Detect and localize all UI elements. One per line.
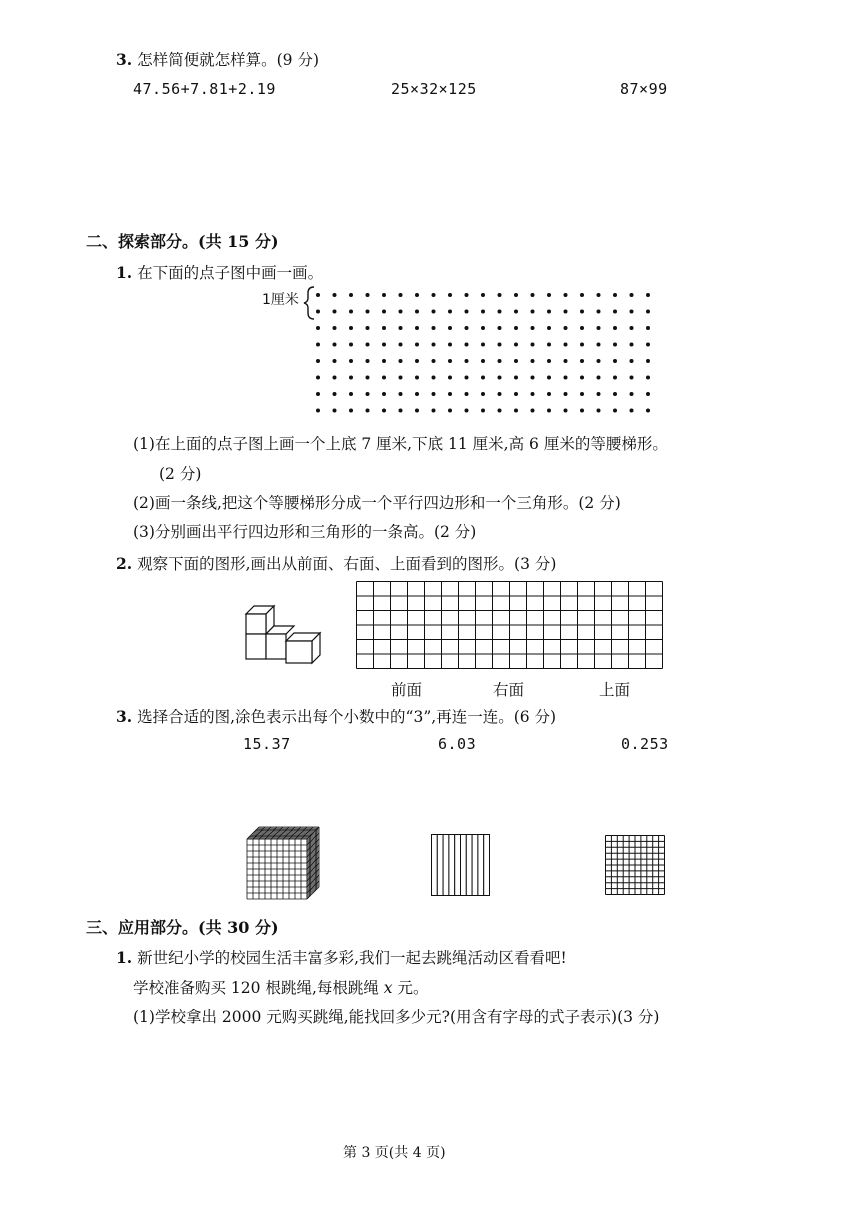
expression-3: 87×99 bbox=[620, 80, 668, 98]
s2-q2-title bbox=[116, 552, 556, 574]
grid-dot bbox=[564, 392, 568, 396]
s3-q1-number: 1. bbox=[116, 948, 133, 967]
grid-dot bbox=[316, 310, 320, 314]
grid-dot bbox=[415, 343, 419, 347]
grid-dot bbox=[564, 326, 568, 330]
view-drawing-grid[interactable] bbox=[356, 581, 664, 669]
grid-dot bbox=[613, 392, 617, 396]
grid-dot bbox=[349, 326, 353, 330]
s3-q1-line2-a: 学校准备购买 120 根跳绳,每根跳绳 bbox=[133, 979, 384, 997]
grid-dot bbox=[547, 343, 551, 347]
grid-dot bbox=[531, 343, 535, 347]
grid-dot bbox=[415, 310, 419, 314]
grid-dot bbox=[597, 343, 601, 347]
s2-q3-number: 3. bbox=[116, 707, 133, 726]
grid-dot bbox=[547, 359, 551, 363]
grid-dot bbox=[399, 343, 403, 347]
grid-dot bbox=[465, 392, 469, 396]
strip bbox=[449, 835, 455, 896]
grid-dot bbox=[646, 293, 650, 297]
grid-dot bbox=[481, 409, 485, 413]
grid-dot bbox=[349, 409, 353, 413]
grid-dot bbox=[432, 343, 436, 347]
grid-dot bbox=[432, 293, 436, 297]
grid-dot bbox=[613, 310, 617, 314]
strip bbox=[432, 835, 438, 896]
strip bbox=[466, 835, 472, 896]
grid-dot bbox=[366, 359, 370, 363]
grid-dot bbox=[481, 343, 485, 347]
grid-dot bbox=[531, 392, 535, 396]
expression-1: 47.56+7.81+2.19 bbox=[133, 80, 276, 98]
grid-dot bbox=[432, 359, 436, 363]
grid-dot bbox=[415, 376, 419, 380]
grid-dot bbox=[514, 376, 518, 380]
grid-dot bbox=[316, 392, 320, 396]
grid-dot bbox=[316, 293, 320, 297]
grid-dot bbox=[498, 293, 502, 297]
grid-dot bbox=[531, 293, 535, 297]
grid-dot bbox=[481, 326, 485, 330]
grid-dot bbox=[564, 376, 568, 380]
grid-dot bbox=[316, 409, 320, 413]
grid-dot bbox=[448, 326, 452, 330]
grid-dot bbox=[333, 343, 337, 347]
cube-stack-figure bbox=[244, 604, 324, 670]
strip bbox=[461, 835, 467, 896]
grid-dot bbox=[465, 359, 469, 363]
grid-dot bbox=[630, 409, 634, 413]
grid-dot bbox=[333, 310, 337, 314]
grid-dot bbox=[564, 343, 568, 347]
grid-dot bbox=[481, 310, 485, 314]
grid-dot bbox=[333, 409, 337, 413]
grid-dot bbox=[630, 376, 634, 380]
dot-grid[interactable] bbox=[316, 293, 648, 417]
grid-dot bbox=[646, 326, 650, 330]
grid-dot bbox=[613, 409, 617, 413]
grid-dot bbox=[399, 359, 403, 363]
grid-dot bbox=[448, 343, 452, 347]
grid-dot bbox=[415, 409, 419, 413]
view-label-right: 右面 bbox=[493, 681, 525, 699]
grid-dot bbox=[399, 326, 403, 330]
grid-dot bbox=[481, 359, 485, 363]
grid-dot bbox=[448, 359, 452, 363]
grid-dot bbox=[514, 293, 518, 297]
grid-dot bbox=[481, 293, 485, 297]
grid-dot bbox=[415, 359, 419, 363]
grid-dot bbox=[597, 376, 601, 380]
grid-dot bbox=[333, 326, 337, 330]
thousand-cube-figure[interactable] bbox=[246, 826, 324, 906]
grid-dot bbox=[366, 326, 370, 330]
grid-dot bbox=[564, 293, 568, 297]
grid-dot bbox=[613, 326, 617, 330]
grid-dot bbox=[564, 310, 568, 314]
s2-q1-sub1: (1)在上面的点子图上画一个上底 7 厘米,下底 11 厘米,高 6 厘米的等腰梯形。 bbox=[133, 435, 668, 453]
grid-dot bbox=[580, 392, 584, 396]
strip bbox=[437, 835, 443, 896]
grid-dot bbox=[597, 326, 601, 330]
variable-x: x bbox=[383, 979, 393, 997]
grid-dot bbox=[448, 376, 452, 380]
grid-dot bbox=[465, 409, 469, 413]
grid-dot bbox=[531, 359, 535, 363]
grid-dot bbox=[432, 409, 436, 413]
grid-dot bbox=[646, 359, 650, 363]
strip bbox=[478, 835, 484, 896]
page-number: 第 3 页(共 4 页) bbox=[343, 1145, 446, 1161]
grid-dot bbox=[613, 343, 617, 347]
grid-dot bbox=[646, 376, 650, 380]
section2-heading: 二、探索部分。(共 15 分) bbox=[86, 232, 279, 251]
grid-dot bbox=[580, 310, 584, 314]
s2-q1-sub2: (2)画一条线,把这个等腰梯形分成一个平行四边形和一个三角形。(2 分) bbox=[133, 494, 621, 512]
grid-dot bbox=[580, 343, 584, 347]
grid-dot bbox=[382, 310, 386, 314]
grid-dot bbox=[465, 326, 469, 330]
cube-grid-lines bbox=[247, 827, 319, 899]
grid-dot bbox=[498, 376, 502, 380]
grid-dot bbox=[448, 310, 452, 314]
grid-dot bbox=[366, 310, 370, 314]
grid-dot bbox=[349, 343, 353, 347]
grid-dot bbox=[498, 310, 502, 314]
grid-dot bbox=[630, 326, 634, 330]
grid-dot bbox=[316, 376, 320, 380]
grid-dot bbox=[399, 376, 403, 380]
grid-dot bbox=[415, 326, 419, 330]
grid-dot bbox=[646, 310, 650, 314]
s2-q3-title bbox=[116, 705, 556, 727]
q3-number: 3. bbox=[116, 50, 133, 69]
grid-dot bbox=[580, 359, 584, 363]
grid-dot bbox=[349, 359, 353, 363]
grid-dot bbox=[597, 409, 601, 413]
grid-dot bbox=[613, 359, 617, 363]
grid-dot bbox=[366, 376, 370, 380]
grid-dot bbox=[316, 359, 320, 363]
grid-dot bbox=[547, 310, 551, 314]
grid-dot bbox=[465, 343, 469, 347]
grid-dot bbox=[366, 409, 370, 413]
grid-dot bbox=[630, 343, 634, 347]
grid-dot bbox=[333, 392, 337, 396]
grid-dot bbox=[382, 392, 386, 396]
grid-dot bbox=[580, 293, 584, 297]
grid-dot bbox=[630, 392, 634, 396]
grid-dot bbox=[498, 359, 502, 363]
decimal-2: 6.03 bbox=[438, 735, 477, 753]
grid-dot bbox=[349, 293, 353, 297]
grid-dot bbox=[349, 376, 353, 380]
view-label-top: 上面 bbox=[599, 681, 631, 699]
grid-dot bbox=[531, 376, 535, 380]
grid-dot bbox=[399, 409, 403, 413]
s2-q1-number: 1. bbox=[116, 263, 133, 282]
grid-dot bbox=[316, 343, 320, 347]
section3-heading: 三、应用部分。(共 30 分) bbox=[86, 918, 279, 937]
grid-dot bbox=[597, 392, 601, 396]
grid-dot bbox=[646, 392, 650, 396]
s2-q1-text: 在下面的点子图中画一画。 bbox=[137, 264, 324, 282]
grid-dot bbox=[481, 392, 485, 396]
q3-text: 怎样简便就怎样算。(9 分) bbox=[137, 51, 320, 69]
grid-dot bbox=[465, 310, 469, 314]
grid-dot bbox=[382, 376, 386, 380]
grid-dot bbox=[399, 293, 403, 297]
s3-q1-title bbox=[116, 946, 567, 968]
expression-2: 25×32×125 bbox=[391, 80, 477, 98]
grid-dot bbox=[547, 326, 551, 330]
grid-dot bbox=[415, 293, 419, 297]
grid-dot bbox=[580, 409, 584, 413]
grid-dot bbox=[514, 343, 518, 347]
grid-dot bbox=[448, 409, 452, 413]
decimal-3: 0.253 bbox=[621, 735, 669, 753]
grid-dot bbox=[448, 392, 452, 396]
grid-dot bbox=[514, 326, 518, 330]
strip bbox=[472, 835, 478, 896]
view-label-front: 前面 bbox=[391, 681, 423, 699]
s2-q2-text: 观察下面的图形,画出从前面、右面、上面看到的图形。(3 分) bbox=[137, 555, 557, 573]
grid-dot bbox=[547, 293, 551, 297]
grid-dot bbox=[597, 310, 601, 314]
grid-dot bbox=[349, 392, 353, 396]
grid-dot bbox=[382, 343, 386, 347]
s3-q1-line2-b: 元。 bbox=[392, 979, 429, 997]
grid-dot bbox=[448, 293, 452, 297]
grid-dot bbox=[547, 376, 551, 380]
hundred-square-figure[interactable] bbox=[605, 835, 665, 895]
grid-dot bbox=[514, 409, 518, 413]
grid-dot bbox=[514, 310, 518, 314]
grid-dot bbox=[415, 392, 419, 396]
grid-dot bbox=[382, 359, 386, 363]
grid-dot bbox=[465, 293, 469, 297]
grid-dot bbox=[580, 376, 584, 380]
grid-dot bbox=[399, 310, 403, 314]
grid-dot bbox=[382, 293, 386, 297]
grid-dot bbox=[498, 343, 502, 347]
s3-q1-text: 新世纪小学的校园生活丰富多彩,我们一起去跳绳活动区看看吧! bbox=[137, 949, 567, 967]
grid-dot bbox=[432, 326, 436, 330]
grid-dot bbox=[630, 359, 634, 363]
grid-dot bbox=[547, 392, 551, 396]
grid-dot bbox=[432, 376, 436, 380]
grid-dot bbox=[382, 409, 386, 413]
s2-q1-title bbox=[116, 261, 323, 283]
grid-dot bbox=[646, 343, 650, 347]
strip bbox=[455, 835, 461, 896]
strip bbox=[443, 835, 449, 896]
grid-dot bbox=[432, 310, 436, 314]
grid-dot bbox=[564, 409, 568, 413]
grid-dot bbox=[432, 392, 436, 396]
s2-q3-text: 选择合适的图,涂色表示出每个小数中的“3”,再连一连。(6 分) bbox=[137, 708, 557, 726]
decimal-1: 15.37 bbox=[243, 735, 291, 753]
grid-dot bbox=[399, 392, 403, 396]
grid-dot bbox=[646, 409, 650, 413]
grid-dot bbox=[564, 359, 568, 363]
grid-dot bbox=[531, 326, 535, 330]
grid-dot bbox=[465, 376, 469, 380]
grid-dot bbox=[349, 310, 353, 314]
grid-dot bbox=[630, 310, 634, 314]
s2-q1-sub1-points: (2 分) bbox=[159, 465, 202, 483]
grid-dot bbox=[613, 293, 617, 297]
grid-dot bbox=[514, 359, 518, 363]
grid-dot bbox=[333, 376, 337, 380]
grid-dot bbox=[382, 326, 386, 330]
grid-dot bbox=[597, 293, 601, 297]
grid-dot bbox=[316, 326, 320, 330]
scale-label: 1厘米 bbox=[262, 292, 299, 308]
grid-dot bbox=[333, 359, 337, 363]
strip bbox=[484, 835, 490, 896]
grid-dot bbox=[613, 376, 617, 380]
q3-title bbox=[116, 48, 319, 70]
grid-dot bbox=[498, 392, 502, 396]
ten-strips-figure[interactable] bbox=[431, 834, 491, 896]
s2-q2-number: 2. bbox=[116, 554, 133, 573]
grid-dot bbox=[547, 409, 551, 413]
grid-dot bbox=[630, 293, 634, 297]
grid-dot bbox=[481, 376, 485, 380]
grid-dot bbox=[580, 326, 584, 330]
s2-q1-sub3: (3)分别画出平行四边形和三角形的一条高。(2 分) bbox=[133, 523, 477, 541]
grid-dot bbox=[597, 359, 601, 363]
grid-dot bbox=[514, 392, 518, 396]
grid-dot bbox=[531, 409, 535, 413]
grid-dot bbox=[333, 293, 337, 297]
grid-dot bbox=[366, 293, 370, 297]
grid-dot bbox=[531, 310, 535, 314]
grid-dot bbox=[498, 409, 502, 413]
s3-q1-sub1: (1)学校拿出 2000 元购买跳绳,能找回多少元?(用含有字母的式子表示)(3 分) bbox=[133, 1008, 660, 1026]
grid-dot bbox=[498, 326, 502, 330]
s3-q1-line2 bbox=[133, 976, 428, 998]
grid-dot bbox=[366, 392, 370, 396]
grid-dot bbox=[366, 343, 370, 347]
